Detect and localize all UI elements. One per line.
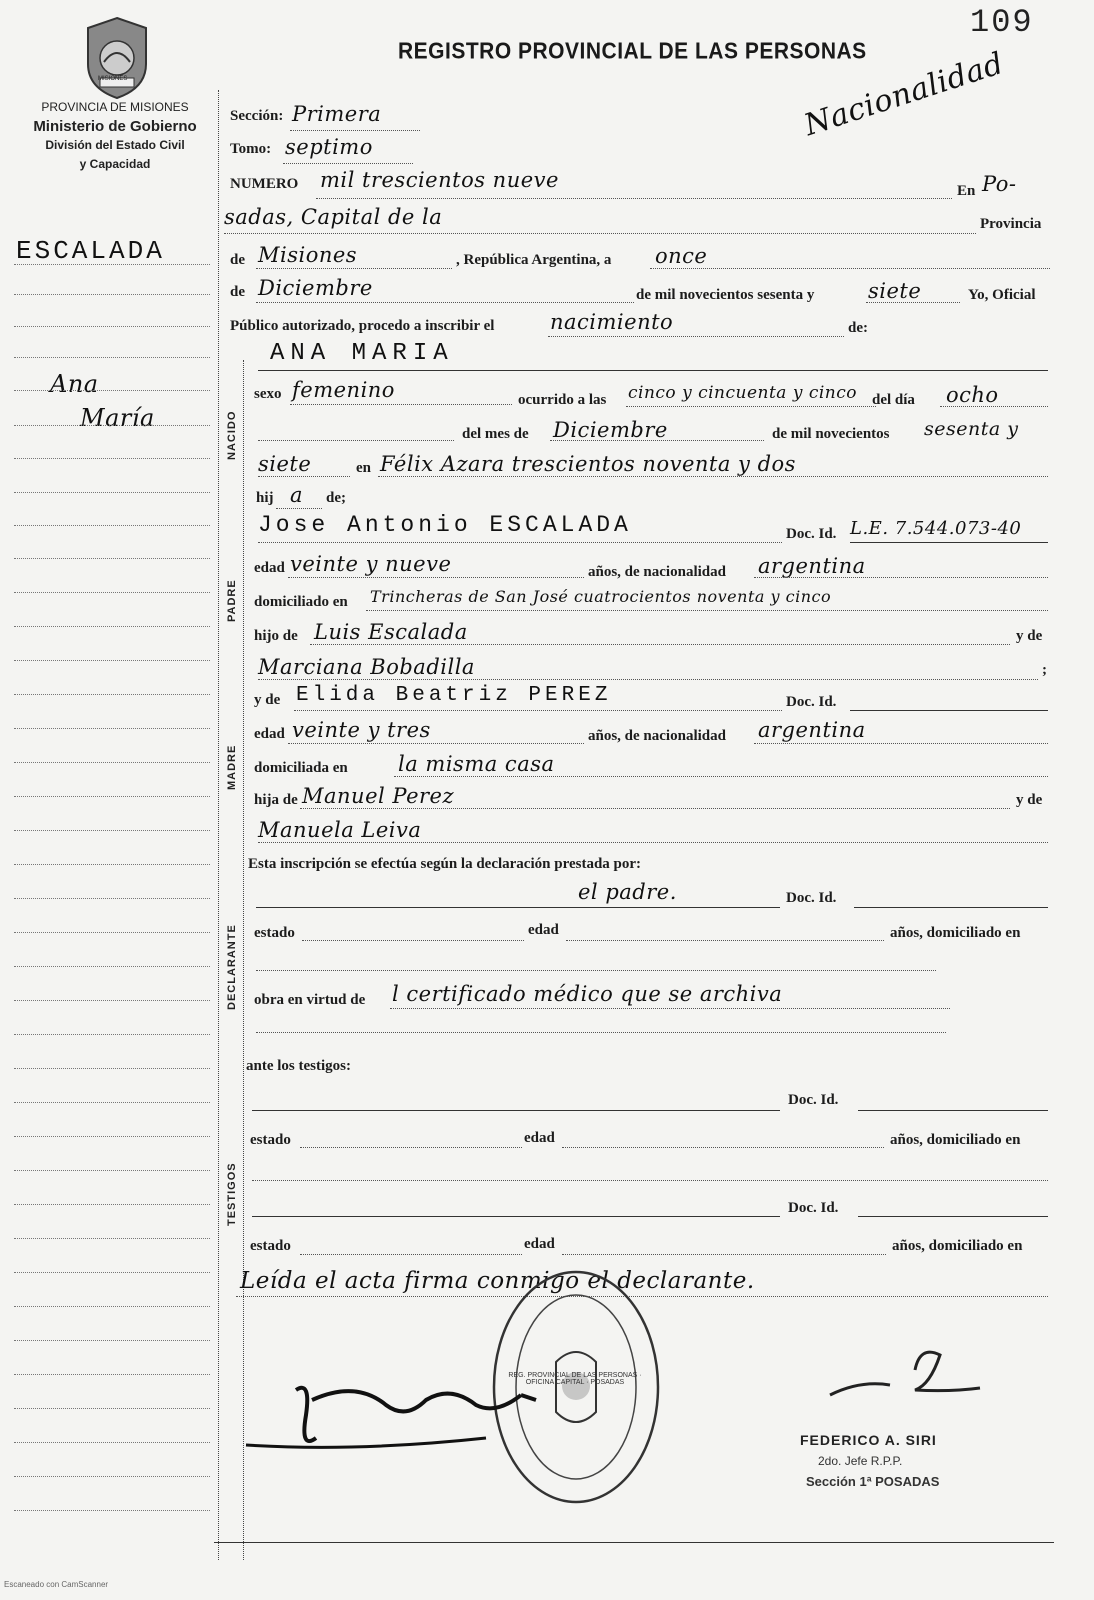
page-number: 109 — [970, 4, 1034, 41]
father-name: Jose Antonio ESCALADA — [258, 512, 632, 538]
mes-label: del mes de — [462, 426, 529, 442]
oficial-label: Yo, Oficial — [968, 287, 1036, 303]
dia-value: ocho — [946, 383, 999, 407]
declarante-section-label: DECLARANTE — [226, 924, 238, 1010]
provincial-emblem-icon — [80, 14, 154, 100]
madre-yde-label: y de — [254, 692, 281, 708]
scanner-watermark: Escaneado con CamScanner — [4, 1580, 109, 1589]
declarante-dom-label: años, domiciliado en — [890, 925, 1021, 941]
emblem-label: MISIONES — [98, 76, 128, 82]
padre-dom-label: domiciliado en — [254, 594, 348, 610]
padre-doc-value: L.E. 7.544.073-40 — [850, 518, 1022, 539]
official-signature-icon — [820, 1340, 990, 1410]
act-value: nacimiento — [550, 310, 674, 334]
hij-label: hij — [256, 490, 274, 506]
dia-label: del día — [872, 392, 915, 408]
hora-value: cinco y cincuenta y cinco — [628, 383, 858, 403]
de2-label: de — [230, 284, 245, 300]
paternal-grandfather: Luis Escalada — [314, 620, 468, 644]
margin-given-name-1: Ana — [50, 370, 99, 398]
margin-surname: ESCALADA — [16, 236, 165, 266]
provincia-label: Provincia — [980, 216, 1042, 232]
declarante-doc-label: Doc. Id. — [786, 890, 837, 906]
madre-hija-label: hija de — [254, 792, 298, 808]
padre-edad-value: veinte y nueve — [290, 552, 452, 576]
year-label: de mil novecientos sesenta y — [636, 287, 815, 303]
testigo1-doc-label: Doc. Id. — [788, 1092, 839, 1108]
obra-value: l certificado médico que se archiva — [392, 982, 783, 1006]
hij-value: a — [290, 483, 304, 507]
maternal-grandfather: Manuel Perez — [302, 784, 455, 808]
tomo-label: Tomo: — [230, 141, 272, 157]
padre-nac-label: años, de nacionalidad — [588, 564, 726, 580]
madre-edad-value: veinte y tres — [292, 718, 431, 742]
testigo1-estado-label: estado — [250, 1132, 291, 1148]
division-line1: División del Estado Civil — [45, 138, 185, 152]
testigo2-doc-label: Doc. Id. — [788, 1200, 839, 1216]
testigos-section-label: TESTIGOS — [226, 1162, 238, 1226]
madre-dom-label: domiciliada en — [254, 760, 348, 776]
division-line2: y Capacidad — [79, 157, 151, 171]
birthplace-value: Félix Azara trescientos noventa y dos — [380, 452, 796, 476]
madre-doc-label: Doc. Id. — [786, 694, 837, 710]
nacido-year-value-a: sesenta y — [924, 418, 1019, 440]
ocurrido-label: ocurrido a las — [518, 392, 607, 408]
en-value: Po- — [982, 172, 1017, 196]
testigo2-estado-label: estado — [250, 1238, 291, 1254]
mes-value: Diciembre — [553, 418, 668, 442]
nationality-annotation: Nacionalidad — [800, 45, 1008, 144]
margin-given-name-2: María — [80, 404, 155, 432]
nacido-year-value-b: siete — [258, 452, 312, 476]
tomo-value: septimo — [285, 135, 373, 159]
testigo2-dom-label: años, domiciliado en — [892, 1238, 1023, 1254]
nacido-en-label: en — [356, 460, 371, 476]
padre-dom-value: Trincheras de San José cuatrocientos noventa y cinco — [370, 587, 832, 606]
madre-yde2-label: y de — [1016, 792, 1043, 808]
madre-section-label: MADRE — [226, 744, 238, 790]
madre-dom-value: la misma casa — [398, 752, 555, 776]
province-value: Misiones — [258, 243, 358, 267]
padre-section-label: PADRE — [226, 579, 238, 622]
closing-statement: Leída el acta firma conmigo el declarante. — [240, 1268, 755, 1294]
sexo-label: sexo — [254, 386, 282, 402]
numero-value: mil trescientos nueve — [320, 168, 559, 192]
declarante-name-value: el padre. — [578, 880, 677, 904]
madre-nac-label: años, de nacionalidad — [588, 728, 726, 744]
maternal-grandmother: Manuela Leiva — [258, 818, 422, 842]
madre-nac-value: argentina — [758, 718, 866, 742]
testigo2-edad-label: edad — [524, 1236, 555, 1252]
padre-nac-value: argentina — [758, 554, 866, 578]
child-name: ANA MARIA — [270, 340, 454, 367]
padre-doc-label: Doc. Id. — [786, 526, 837, 542]
declarante-estado-label: estado — [254, 925, 295, 941]
nacido-section-label: NACIDO — [226, 410, 238, 460]
province-name: PROVINCIA DE MISIONES — [41, 100, 189, 114]
paternal-grandmother: Marciana Bobadilla — [258, 655, 475, 679]
official-section: Sección 1ª POSADAS — [806, 1474, 940, 1489]
official-role: 2do. Jefe R.P.P. — [818, 1454, 903, 1468]
madre-edad-label: edad — [254, 726, 285, 742]
margin-divider — [218, 90, 219, 1560]
seccion-value: Primera — [292, 102, 382, 126]
padre-semicolon: ; — [1042, 662, 1047, 678]
republica-label: , República Argentina, a — [456, 252, 612, 268]
document-title: REGISTRO PROVINCIAL DE LAS PERSONAS — [398, 38, 867, 65]
hij-de-label: de; — [326, 490, 346, 506]
nacido-year-label: de mil novecientos — [772, 426, 890, 442]
obra-label: obra en virtud de — [254, 992, 366, 1008]
year-value: siete — [868, 279, 922, 303]
ministry-name: Ministerio de Gobierno — [33, 118, 197, 135]
padre-edad-label: edad — [254, 560, 285, 576]
stamp-text: REG. PROVINCIAL DE LAS PERSONAS · OFICINA CAPITAL · POSADAS — [508, 1372, 642, 1386]
seccion-label: Sección: — [230, 108, 284, 124]
sexo-value: femenino — [292, 378, 395, 402]
day-value: once — [655, 244, 708, 268]
padre-yde-label: y de — [1016, 628, 1043, 644]
publico-label: Público autorizado, procedo a inscribir el — [230, 318, 495, 334]
testigos-intro: ante los testigos: — [246, 1058, 351, 1074]
padre-hijo-label: hijo de — [254, 628, 298, 644]
declarante-intro: Esta inscripción se efectúa según la declaración prestada por: — [248, 856, 642, 872]
testigo1-edad-label: edad — [524, 1130, 555, 1146]
declarant-signature-icon — [236, 1360, 566, 1470]
en-label: En — [957, 183, 976, 199]
de3-label: de: — [848, 320, 868, 336]
mother-name: Elida Beatriz PEREZ — [296, 684, 612, 707]
testigo1-dom-label: años, domiciliado en — [890, 1132, 1021, 1148]
official-name: FEDERICO A. SIRI — [800, 1432, 937, 1448]
numero-label: NUMERO — [230, 176, 299, 192]
issuing-authority — [10, 98, 220, 174]
de-label: de — [230, 252, 245, 268]
month-value: Diciembre — [258, 276, 373, 300]
declarante-edad-label: edad — [528, 922, 559, 938]
place-value: sadas, Capital de la — [224, 205, 443, 229]
